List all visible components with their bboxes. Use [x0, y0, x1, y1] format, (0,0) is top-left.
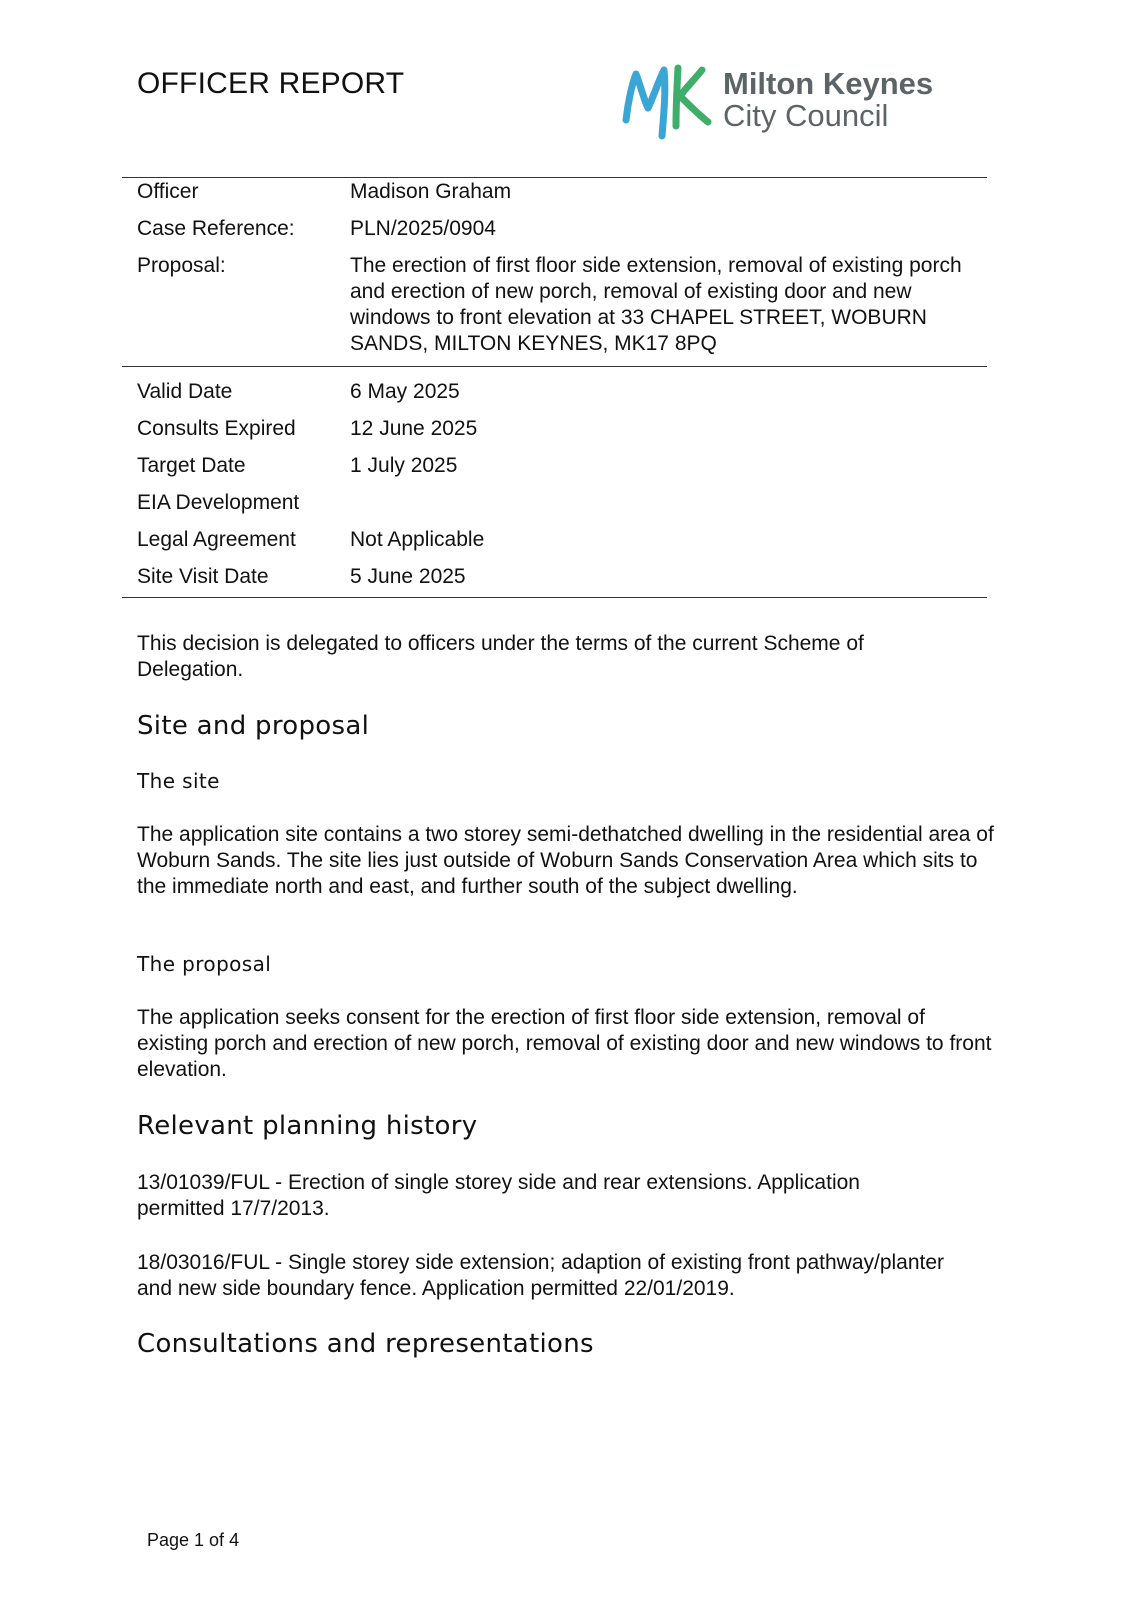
target-date-label: Target Date	[137, 454, 246, 477]
case-reference-value: PLN/2025/0904	[350, 217, 496, 240]
logo-wordmark	[723, 68, 933, 132]
mk-logo-mark	[620, 62, 720, 142]
planning-history-heading: Relevant planning history	[137, 1111, 478, 1141]
eia-development-label: EIA Development	[137, 491, 300, 514]
site-visit-date-value: 5 June 2025	[350, 565, 466, 588]
consults-expired-value: 12 June 2025	[350, 417, 478, 440]
planning-history-entry: 18/03016/FUL - Single storey side extension; adaption of existing front pathway/planter and new side boundary fence. Application permitted 22/01/2019.	[137, 1251, 945, 1300]
officer-value: Madison Graham	[350, 180, 512, 203]
consults-expired-label: Consults Expired	[137, 417, 296, 440]
the-proposal-subheading: The proposal	[137, 952, 272, 976]
site-and-proposal-heading: Site and proposal	[137, 711, 370, 741]
page-number: Page 1 of 4	[147, 1530, 240, 1550]
consultations-heading: Consultations and representations	[137, 1329, 594, 1359]
the-site-subheading: The site	[137, 769, 220, 793]
divider-top	[122, 177, 987, 178]
valid-date-value: 6 May 2025	[350, 380, 460, 403]
legal-agreement-label: Legal Agreement	[137, 528, 296, 551]
proposal-value: The erection of first floor side extension, removal of existing porch and erection of new porch, removal of existing door and new windows to front elevation at 33 CHAPEL STREET, WOBURN SANDS, MILTON KEYNES, MK17 8PQ	[350, 254, 962, 355]
council-logo	[620, 62, 990, 142]
legal-agreement-value: Not Applicable	[350, 528, 485, 551]
delegation-note: This decision is delegated to officers under the terms of the current Scheme of Delegation.	[137, 632, 864, 681]
document-title: OFFICER REPORT	[137, 67, 405, 100]
valid-date-label: Valid Date	[137, 380, 233, 403]
proposal-label: Proposal:	[137, 254, 226, 277]
site-description: The application site contains a two storey semi-dethatched dwelling in the residential area of Woburn Sands. The site lies just outside of Woburn Sands Conservation Area which sits to the immediate north and east, and further south of the subject dwelling.	[137, 823, 994, 898]
target-date-value: 1 July 2025	[350, 454, 458, 477]
officer-label: Officer	[137, 180, 199, 203]
site-visit-date-label: Site Visit Date	[137, 565, 269, 588]
planning-history-entry: 13/01039/FUL - Erection of single storey side and rear extensions. Application permitted 17/7/2013.	[137, 1171, 860, 1220]
case-reference-label: Case Reference:	[137, 217, 295, 240]
logo-name-line2: City Council	[723, 98, 889, 133]
divider-bottom	[122, 597, 987, 598]
divider-middle	[122, 366, 987, 367]
logo-name-line1: Milton Keynes	[723, 66, 934, 101]
proposal-description: The application seeks consent for the erection of first floor side extension, removal of existing porch and erection of new porch, removal of existing door and new windows to front elevation.	[137, 1006, 992, 1081]
